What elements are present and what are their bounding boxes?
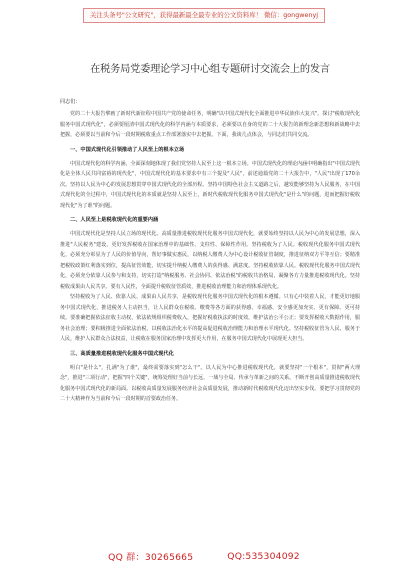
intro-paragraph: 党的二十大报告擘画了新时代新征程中国共产党的使命任务，明确"以中国式现代化全面推进中华民族伟大复兴"。探讨"税收现代化服务中国式现代化"，必须要厘清中国式现代化的科学内涵与本质要求，必须要以自身的党的二十大报告的新理念新思想和新战略中去把握，必须要以当前和今后一段时期税收重点工作部署落实中去把握。下面，我谈几点体会，与同志们共同交流。 [60,111,360,138]
qq-number-text: QQ:535304092 [227,550,300,562]
section-heading-1: 一、中国式现代化引领推动了人民至上的根本立场 [70,146,185,153]
section-3-paragraph-1: 明白"是什么"，扎满"为了谁"，最终需要落实到"怎么干"。以人民为中心推进税收现代化，就要坚持"一个根本"，贯彻"两大理念"，推进"三项行动"，把握"四个关键"，统筹处理好当前与长远、一域与全局、传承与革新之间的关系。不断开创高质量推进税收现代化服务中国式现代化的新局面。以税收高质量发展服务经济社会高质量发展，推动新时代税收现代化迈出坚实步伐。要把学习贯彻党的二十大精神作为当前和今后一段时期的首要政治任务。 [60,364,360,402]
promo-banner [0,0,408,30]
contact-footer [0,546,408,566]
qq-group-text: QQ 群：30265665 [108,552,194,563]
section-1-paragraph-1: 中国式现代化的科学内涵，全面深刻地体现了我们党坚持人民至上这一根本立场。中国式现代化的理论内涵中明确指出"中国式现代化是全体人民共同富裕的现代化"，中国式现代化的基本要求中有三个提及"人民"，前述通篇党的二十大报告中，"人民"出现了170余次。坚持以人民为中心的发展思想贯穿中国式现代化的全部历程。坚持中国特色社会主义道路之后，越发能够坚持为人民服务，在中国式现代化的全过程中，中国式现代化的本质就是坚持人民至上，新时代税收现代化服务中国式现代化"是什么"的问题，进而把握好税收现代化"为了谁"的问题。 [60,160,360,209]
document-body [60,60,360,405]
section-heading-2: 二、人民至上是税收现代化的重要内涵 [70,217,159,223]
salutation: 同志们： [60,99,81,105]
document-title: 在税务局党委理论学习中心组专题研讨交流会上的发言 [90,64,330,75]
section-heading-3: 三、高质量推进税收现代化服务中国式现代化 [70,350,174,357]
section-2-paragraph-1: 中国式现代化是坚持人民立场的现代化。高质量推进税收现代化服务中国式现代化，就要始终坚持以人民为中心的发展思想，深入推进"人民税务"建设，更好发挥税收在国家治理中的基础性、支柱性、保障性作用。坚持税收为了人民。税收现代化服务中国式现代化，必须充分彰显为了人民的价值导向，帮好事做实惠民，以纳税人缴费人为中心设计税收征管制度，推进征纳双方平等互信；要精准把税收政策红利落实到位，提高征管效能，切实提升纳税人缴费人的获得感、满意度。坚持税收依靠人民。税收现代化服务中国式现代化，必须充分依靠人民参与和支持，切实打造"纳税服务、社会协同、依法治税"的税收共治格局，凝聚各方力量推进税收现代化。坚持税收成果由人民共享。要有人民性，全面提升税收征管质效，推进税收治理能力和治理体系现代化。 [60,231,360,290]
section-2-paragraph-2: 坚持税收为了人民、依靠人民、成果由人民共享，是税收现代化服务中国式现代化的根本遵循。只有心中装着人民，才能更好地服务中国式现代化，推进税务人主动担当，让人民群众在税收、缴费等各方面的获得感、幸福感、安全感更加充实、更有保障、更可持续。要准确把握依法征收主动权，依法依规组织税费收入，把握好税收执法的时度效，维护法治公平公正；要发挥税收大数据作用，服务社会治理；要积极推进全面依法治税，以税收法治化水平的提高促进税收治理能力和治理水平现代化。坚持税收征管为人民、服务于人民，维护人民群众合法权益，让税收在服务国家治理中发挥更大作用，在服务中国式现代化中展现更大担当。 [60,294,360,342]
promo-banner-text: 关注头条号"公文研究"，获得最新最全最专业的公文资料库！ 微信：gongwenyj [83,8,325,23]
